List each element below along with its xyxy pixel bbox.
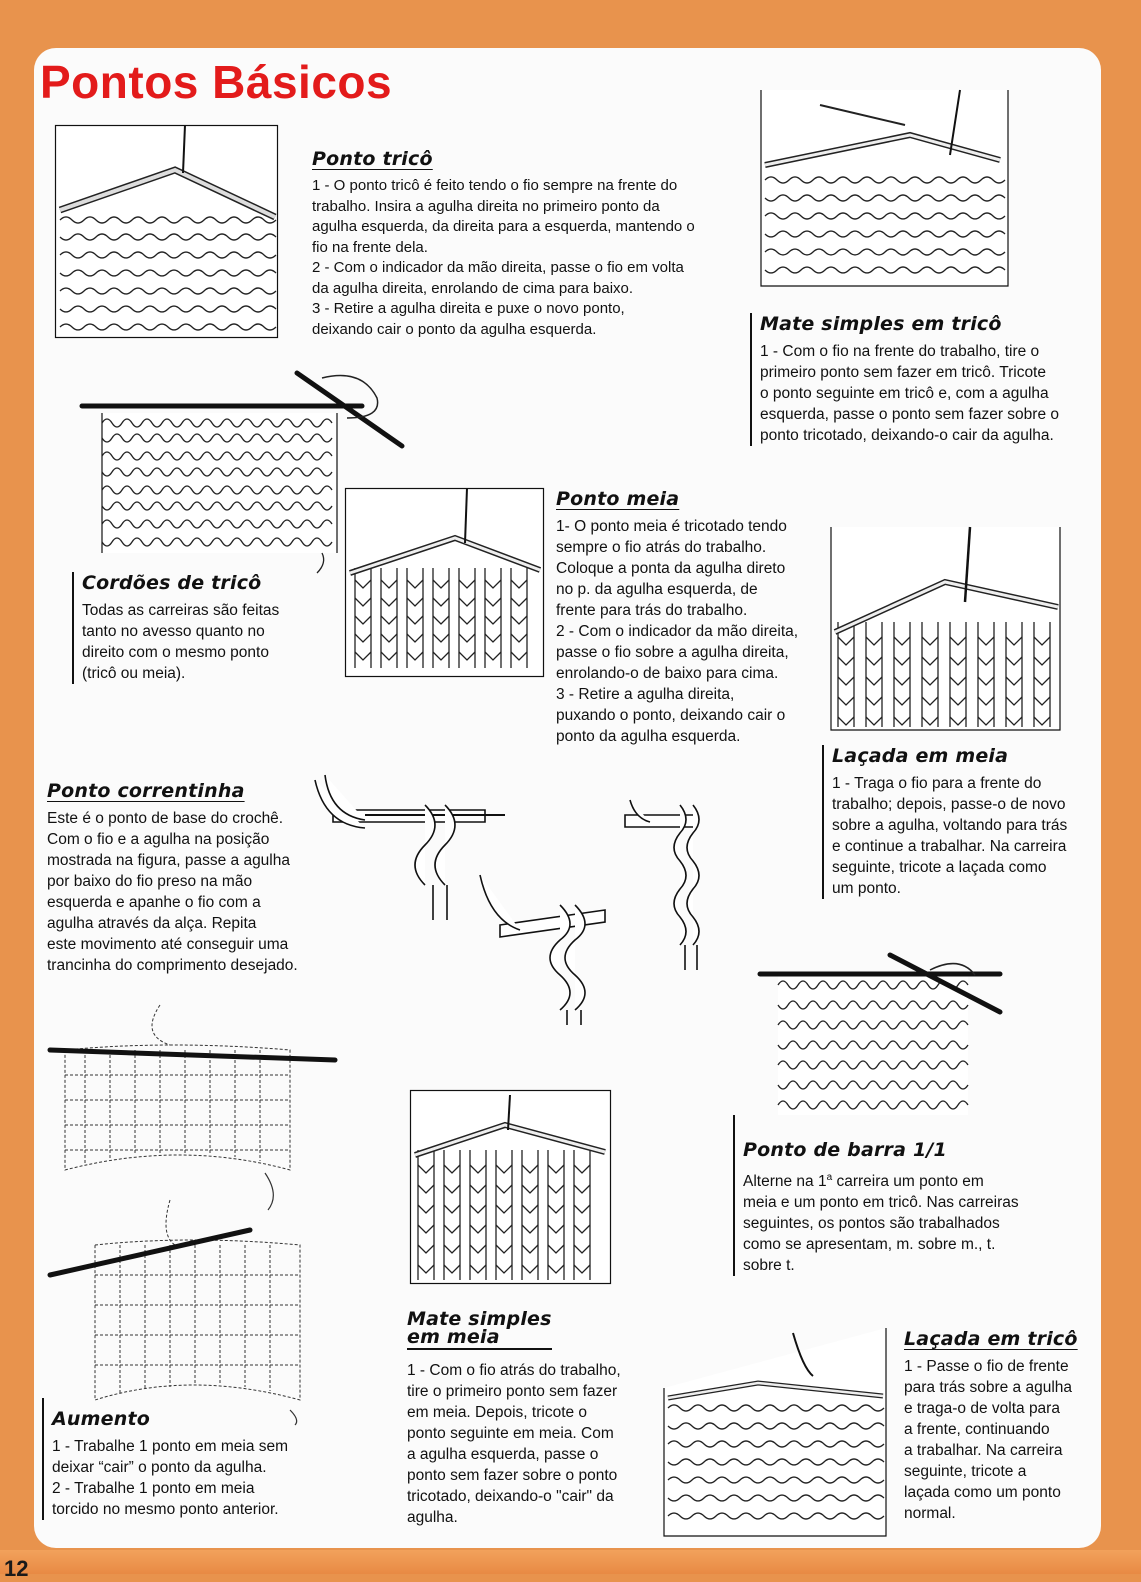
section-ponto-meia (556, 488, 816, 747)
text-aumento: 1 - Trabalhe 1 ponto em meia sem deixar “cair” o ponto da agulha. 2 - Trabalhe 1 ponto em meia torcido no mesmo ponto anterior. (52, 1438, 289, 1518)
page-bottom-edge (0, 1550, 1141, 1574)
heading-mate-simples-meia-line2: em meia (407, 1326, 500, 1348)
section-ponto-correntinha (47, 780, 327, 976)
page-title: Pontos Básicos (40, 56, 393, 108)
text-ponto-barra-sup: a (826, 1172, 833, 1183)
text-ponto-correntinha: Este é o ponto de base do crochê. Com o fio e a agulha na posição mostrada na figura, passe a agulha por baixo do fio preso na mão esquerda e apanhe o fio com a agulha através da alça. Repita este movimento até conseguir uma trancinha do comprimento desejado. (47, 810, 298, 974)
heading-ponto-meia: Ponto meia (556, 488, 680, 510)
text-ponto-barra-part1: Alterne na 1 (743, 1173, 827, 1191)
text-lacada-trico: 1 - Passe o fio de frente para trás sobre a agulha e traga-o de volta para a frente, continuando a trabalhar. Na carreira seguinte, tricote a laçada como um ponto normal. (904, 1358, 1073, 1522)
heading-ponto-barra: Ponto de barra 1/1 (743, 1139, 947, 1161)
yarn-over-knit-diagram (830, 527, 1062, 732)
heading-ponto-correntinha: Ponto correntinha (47, 780, 245, 802)
increase-diagram (50, 1005, 340, 1425)
heading-lacada-trico: Laçada em tricô (904, 1328, 1078, 1350)
page-number: 12 (4, 1556, 29, 1581)
heading-mate-simples-meia (407, 1310, 552, 1350)
heading-ponto-trico: Ponto tricô (312, 148, 433, 170)
crochet-chain-diagram (305, 770, 715, 1030)
section-aumento (42, 1398, 332, 1520)
text-mate-simples-trico: 1 - Com o fio na frente do trabalho, tire o primeiro ponto sem fazer em tricô. Tricote o ponto seguinte em tricô e, com a agulha esquerda, passe o ponto sem fazer sobre o ponto tricotado, deixando-o cair da agulha. (760, 343, 1059, 444)
slip-stitch-purl-diagram (760, 90, 1010, 290)
text-mate-simples-meia: 1 - Com o fio atrás do trabalho, tire o primeiro ponto sem fazer em meia. Depois, tricote o ponto seguinte em meia. Com a agulha esquerda, passe o ponto sem fazer sobre o ponto tricotado, deixando-o "cair" da agulha. (407, 1362, 621, 1526)
section-ponto-trico (312, 148, 742, 340)
knit-stitch-diagram (345, 488, 545, 678)
heading-cordoes-trico: Cordões de tricô (82, 572, 262, 594)
text-lacada-meia: 1 - Traga o fio para a frente do trabalho; depois, passe-o de novo sobre a agulha, voltando para trás e continue a trabalhar. Na carreira seguinte, tricote a laçada como um ponto. (832, 775, 1068, 897)
heading-aumento: Aumento (52, 1408, 150, 1430)
section-cordoes-trico (72, 572, 322, 684)
section-ponto-barra (733, 1115, 1063, 1276)
purl-stitch-diagram (55, 125, 280, 340)
section-mate-simples-meia (407, 1310, 647, 1528)
heading-lacada-meia: Laçada em meia (832, 745, 1009, 767)
text-ponto-meia: 1- O ponto meia é tricotado tendo sempre o fio atrás do trabalho. Coloque a ponta da agulha direto no p. da agulha esquerda, de frente para trás do trabalho. 2 - Com o indicador da mão direita, passe o fio sobre a agulha direita, enrolando-o de baixo para cima. 3 - Retire a agulha direita, puxando o ponto, deixando cair o ponto da agulha esquerda. (556, 518, 799, 745)
section-lacada-meia (822, 745, 1102, 899)
section-lacada-trico (904, 1328, 1094, 1524)
heading-mate-simples-meia-line1: Mate simples (407, 1308, 552, 1330)
text-cordoes-trico: Todas as carreiras são feitas tanto no avesso quanto no direito com o mesmo ponto (tricô ou meia). (82, 602, 280, 682)
text-ponto-barra-part2: carreira um ponto em meia e um ponto em tricô. Nas carreiras seguintes, os pontos são trabalhados como se apresentam, m. sobre m., t. sobre t. (743, 1173, 1019, 1275)
heading-mate-simples-trico: Mate simples em tricô (760, 313, 1002, 335)
text-ponto-trico: 1 - O ponto tricô é feito tendo o fio sempre na frente do trabalho. Insira a agulha direita no primeiro ponto da agulha esquerda, da direita para a esquerda, mantendo o fio na frente dela. 2 - Com o indicador da mão direita, passe o fio em volta da agulha direita, enrolando de cima para baixo. 3 - Retire a agulha direita e puxe o novo ponto, deixando cair o ponto da agulha esquerda. (312, 177, 695, 338)
slip-stitch-knit-diagram (410, 1090, 612, 1285)
section-mate-simples-trico (750, 313, 1100, 446)
text-ponto-barra (743, 1167, 1063, 1276)
rib-stitch-diagram (760, 950, 1015, 1125)
yarn-over-purl-diagram (663, 1328, 888, 1538)
